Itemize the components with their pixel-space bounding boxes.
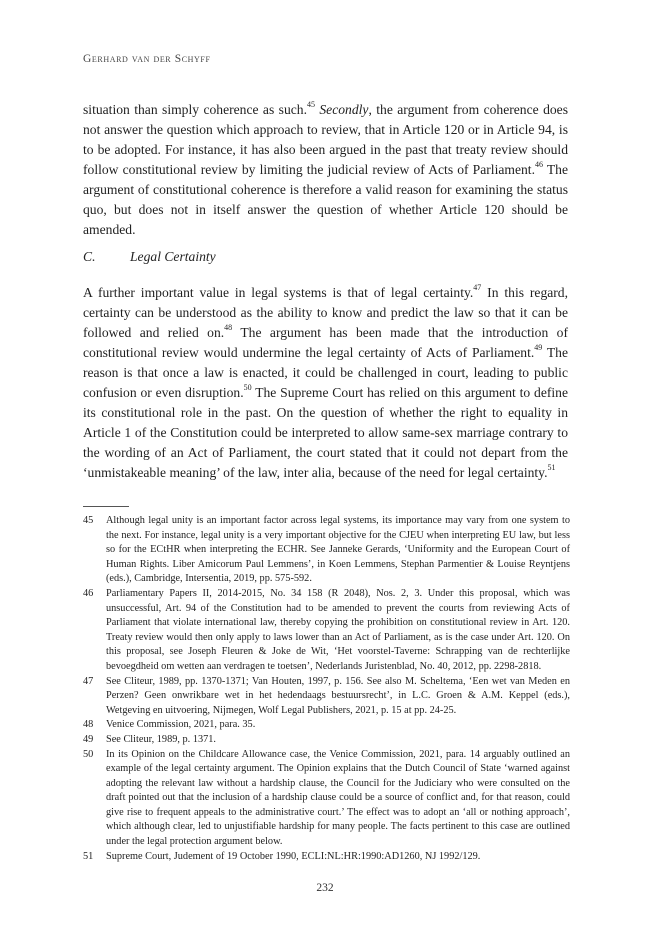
running-head: Gerhard van der Schyff xyxy=(83,53,211,65)
footnote-number: 47 xyxy=(83,675,94,687)
footnote-item xyxy=(83,850,570,865)
footnote-item xyxy=(83,718,570,733)
footnote-number: 51 xyxy=(83,850,94,862)
section-title: Legal Certainty xyxy=(130,249,216,264)
footnote-number: 46 xyxy=(83,587,94,599)
footnote-text: Supreme Court, Judement of 19 October 1990, ECLI:NL:HR:1990:AD1260, NJ 1992/129. xyxy=(106,850,481,862)
page-number: 232 xyxy=(316,882,334,894)
footnote-item xyxy=(83,675,570,719)
footnote-item xyxy=(83,748,570,850)
footnote-text: Although legal unity is an important factor across legal systems, its importance may vary from one system to the next. For instance, legal unity is a very important objective for the CJEU when interpreting EU law, but less so for the ECtHR when interpreting the ECHR. See Janneke Gerards, ‘Uniformity and the European Court of Human Rights. Liber Amicorum Paul Lemmens’, in Koen Lemmens, Stephan Parmentier & Louise Reyntjens (eds.), Cambridge, Intersentia, 2019, pp. 575-592. xyxy=(106,515,570,585)
footnote-number: 49 xyxy=(83,733,94,745)
body-paragraph-2: A further important value in legal systems is that of legal certainty.$^{47}$ In this regard, certainty can be understood as the ability to know and predict the law so that it can be followed and relied on.$^{48}$ The argument has been made that the introduction of constitutional review would undermine the legal certainty of Acts of Parliament.$^{49}$ The reason is that once a law is enacted, it could be challenged in court, leading to public confusion or even disruption.$^{50}$ The Supreme Court has relied on this argument to define its constitutional role in the past. On the question of whether the right to equality in Article 1 of the Constitution could be interpreted to allow same-sex marriage contrary to the wording of an Act of Parliament, the court stated that it could not depart from the ‘unmistakeable meaning’ of the law, inter alia, because of the need for legal certainty.$^{51}$ xyxy=(83,283,569,480)
footnote-text: Venice Commission, 2021, para. 35. xyxy=(106,719,256,731)
footnote-ref: 46 xyxy=(534,160,543,170)
footnote-number: 50 xyxy=(83,748,94,760)
footnote-number: 48 xyxy=(83,719,94,731)
footnote-ref: 51 xyxy=(547,463,556,473)
footnote-item xyxy=(83,587,570,675)
section-heading xyxy=(83,249,216,265)
footnote-text: See Cliteur, 1989, p. 1371. xyxy=(106,733,216,745)
footnote-ref: 50 xyxy=(243,383,252,393)
footnotes xyxy=(83,514,570,864)
footnote-item xyxy=(83,514,570,587)
footnote-ref: 45 xyxy=(306,100,315,110)
footnote-text: Parliamentary Papers II, 2014-2015, No. 34 158 (R 2048), Nos. 2, 3. Under this proposal, which was unsuccessful, Art. 94 of the Constitution had to be amended to prevent the courts from reviewing Acts of Parliament that violate international law, thereby copying the prohibition on constitutional review in Art. 120. Treaty review would then only apply to laws lower than an Act of Parliament, as is the case under Art. 120. On this proposal, see Joseph Fleuren & Joke de Wit, ‘Het voorstel-Taverne: Schrapping van de rechterlijke bevoegdheid om wetten aan verdragen te toetsen’, Nederlands Juristenblad, No. 40, 2012, pp. 2298-2818. xyxy=(106,587,570,672)
footnote-text: See Cliteur, 1989, pp. 1370-1371; Van Houten, 1997, p. 156. See also M. Scheltema, ‘Een wet van Meden en Perzen? Geen onwrikbare wet in het hedendaags bestuursrecht’, in L.C. Groen & A.M. Keppel (eds.), Wetgeving en uitvoering, Nijmegen, Wolf Legal Publishers, 2021, p. 15 at pp. 24-25. xyxy=(106,675,570,716)
footnote-item xyxy=(83,733,570,748)
footnote-ref: 48 xyxy=(224,323,233,333)
footnote-text: In its Opinion on the Childcare Allowance case, the Venice Commission, 2021, para. 14 arguably outlined an example of the legal certainty argument. The Opinion explains that the Dutch Council of State ‘warned against adopting the relevant law without a hardship clause, the Council for the Judiciary who were consulted on the draft pointed out that the inclusion of a hardship clause could be a source of conflict and, for that reason, could give rise to frequent appeals to the administrative court.’ The effect was to adopt an ‘all or nothing approach’, which although clear, led to unjustifiable hardship for many people. The facts pertinent to this case are outlined under the legal protection argument below. xyxy=(106,748,570,848)
footnote-ref: 47 xyxy=(473,283,482,293)
section-number: C. xyxy=(83,249,96,264)
footnote-separator xyxy=(83,506,129,507)
footnote-number: 45 xyxy=(83,515,94,526)
footnote-ref: 49 xyxy=(534,343,543,353)
body-paragraph-1: situation than simply coherence as such.$^{45}$ Secondly, the argument from coherence does not answer the question which approach to review, that in Article 120 or in Article 94, is to be adopted. For instance, it has also been argued in the past that treaty review should follow constitutional review by limiting the judicial review of Acts of Parliament.$^{46}$ The argument of constitutional coherence is therefore a valid reason for examining the status quo, but does not in itself answer the question of whether Article 120 should be amended. xyxy=(83,100,568,237)
emphasis-text: Secondly xyxy=(319,102,369,117)
